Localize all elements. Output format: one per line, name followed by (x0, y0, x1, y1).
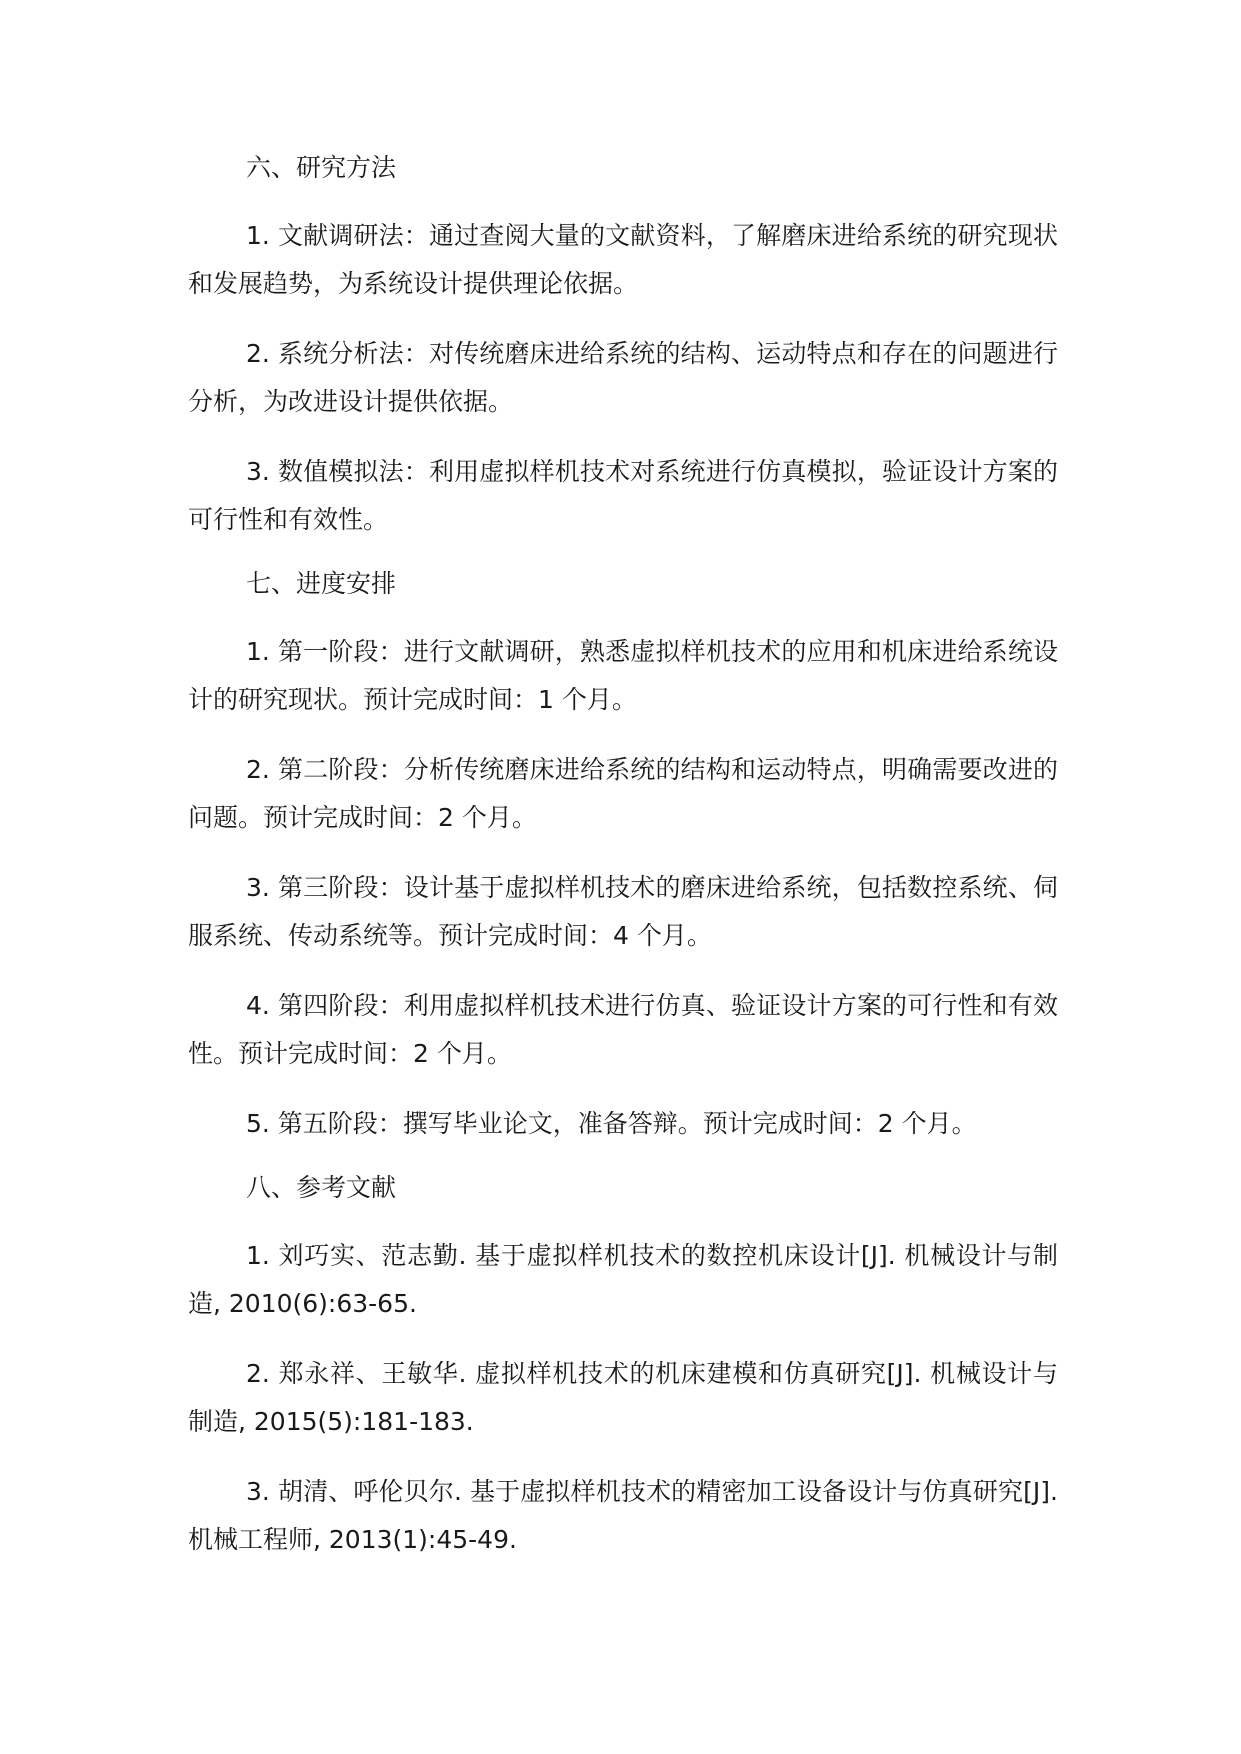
list-item: 3. 数值模拟法：利用虚拟样机技术对系统进行仿真模拟，验证设计方案的可行性和有效性。 (188, 457, 1058, 534)
list-item: 1. 第一阶段：进行文献调研，熟悉虚拟样机技术的应用和机床进给系统设计的研究现状。预计完成时间：1 个月。 (188, 637, 1058, 714)
document-page (188, 150, 1058, 1586)
list-item: 1. 文献调研法：通过查阅大量的文献资料，了解磨床进给系统的研究现状和发展趋势，为系统设计提供理论依据。 (188, 221, 1058, 298)
list-item: 2. 系统分析法：对传统磨床进给系统的结构、运动特点和存在的问题进行分析，为改进设计提供依据。 (188, 339, 1058, 416)
section-schedule (188, 566, 1058, 1148)
reference-item: 2. 郑永祥、王敏华. 虚拟样机技术的机床建模和仿真研究[J]. 机械设计与制造, 2015(5):181-183. (188, 1359, 1058, 1436)
list-item: 5. 第五阶段：撰写毕业论文，准备答辩。预计完成时间：2 个月。 (246, 1109, 977, 1138)
section-heading: 八、参考文献 (246, 1173, 397, 1202)
section-research-methods (188, 150, 1058, 544)
section-heading: 六、研究方法 (246, 153, 397, 182)
section-heading: 七、进度安排 (246, 569, 397, 598)
section-references (188, 1170, 1058, 1564)
list-item: 3. 第三阶段：设计基于虚拟样机技术的磨床进给系统，包括数控系统、伺服系统、传动系统等。预计完成时间：4 个月。 (188, 873, 1058, 950)
list-item: 2. 第二阶段：分析传统磨床进给系统的结构和运动特点，明确需要改进的问题。预计完成时间：2 个月。 (188, 755, 1058, 832)
reference-item: 3. 胡清、呼伦贝尔. 基于虚拟样机技术的精密加工设备设计与仿真研究[J]. 机械工程师, 2013(1):45-49. (188, 1477, 1058, 1554)
reference-item: 1. 刘巧实、范志勤. 基于虚拟样机技术的数控机床设计[J]. 机械设计与制造, 2010(6):63-65. (188, 1241, 1058, 1318)
list-item: 4. 第四阶段：利用虚拟样机技术进行仿真、验证设计方案的可行性和有效性。预计完成时间：2 个月。 (188, 991, 1058, 1068)
